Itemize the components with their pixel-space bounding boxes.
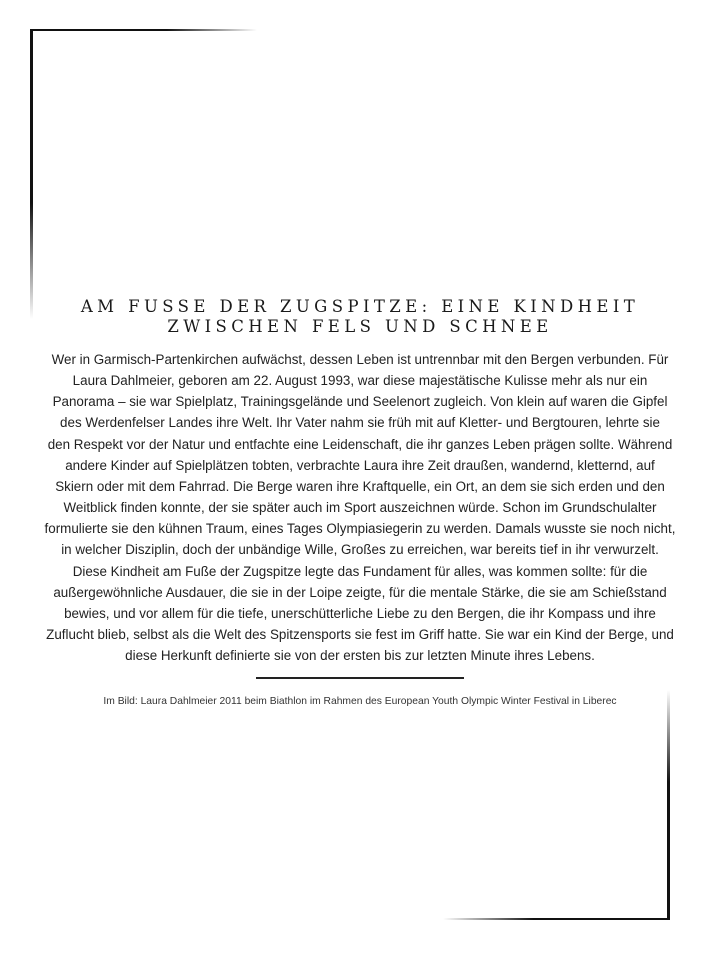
frame-corner-top-left-horizontal [31,29,257,31]
body-line: Laura Dahlmeier, geboren am 22. August 1993, war diese majestätische Kulisse mehr als nur ein [72,373,648,389]
body-line: Panorama – sie war Spielplatz, Trainingsgelände und Seelenort zugleich. Von klein auf waren die Gipfel [52,394,668,410]
body-line: in welcher Disziplin, doch der unbändige Wille, Großes zu erreichen, war bereits tief in ihr verwurzelt. [61,542,659,558]
body-line: diese Herkunft definierte sie von der ersten bis zur letzten Minute ihres Lebens. [125,648,595,664]
body-line: andere Kinder auf Spielplätzen tobten, verbrachte Laura ihre Zeit draußen, wandernd, kletternd, auf [65,457,655,473]
frame-corner-bottom-right-vertical [667,690,670,920]
body-line: Wer in Garmisch-Partenkirchen aufwächst, dessen Leben ist untrennbar mit den Bergen verbunden. Für [51,352,669,367]
body-line: Zuflucht blieb, selbst als die Welt des Spitzensports sie fest im Griff hatte. Sie war ein Kind der Berge, und [46,627,674,643]
body-line: Skiern oder mit dem Fahrrad. Die Berge waren ihre Kraftquelle, ein Ort, an dem sie sich erden und den [55,478,665,494]
article-title-line: AM FUSSE DER ZUGSPITZE: EINE KINDHEIT [80,297,640,316]
body-line: den Respekt vor der Natur und entfachte eine Leidenschaft, die ihr ganzes Leben prägen sollte. Während [47,436,673,452]
article-title [40,297,680,337]
article-body [40,349,680,666]
section-divider [256,677,464,679]
article-title-line: ZWISCHEN FELS UND SCHNEE [167,317,553,336]
body-line: Weitblick finden konnte, der sie später auch im Sport auszeichnen würde. Schon im Grundschulalter [63,500,657,516]
body-line: bewies, und vor allem für die tiefe, unerschütterliche Liebe zu den Bergen, die ihr Kompass und ihre [64,605,656,621]
image-caption: Im Bild: Laura Dahlmeier 2011 beim Biathlon im Rahmen des European Youth Olympic Winter Festival in Liberec [103,696,617,708]
body-line: Diese Kindheit am Fuße der Zugspitze legte das Fundament für alles, was kommen sollte: für die [72,563,648,579]
body-line: außergewöhnliche Ausdauer, die sie in der Loipe zeigte, für die mentale Stärke, die sie am Schießstand [53,584,667,600]
frame-corner-top-left-vertical [30,29,33,319]
article [40,297,680,707]
body-line: des Werdenfelser Landes ihre Welt. Ihr Vater nahm sie früh mit auf Kletter- und Bergtouren, lehrte sie [60,415,660,431]
frame-corner-bottom-right-horizontal [443,918,669,920]
body-line: formulierte sie den kühnen Traum, eines Tages Olympiasiegerin zu werden. Damals wusste sie noch nicht, [44,521,676,537]
